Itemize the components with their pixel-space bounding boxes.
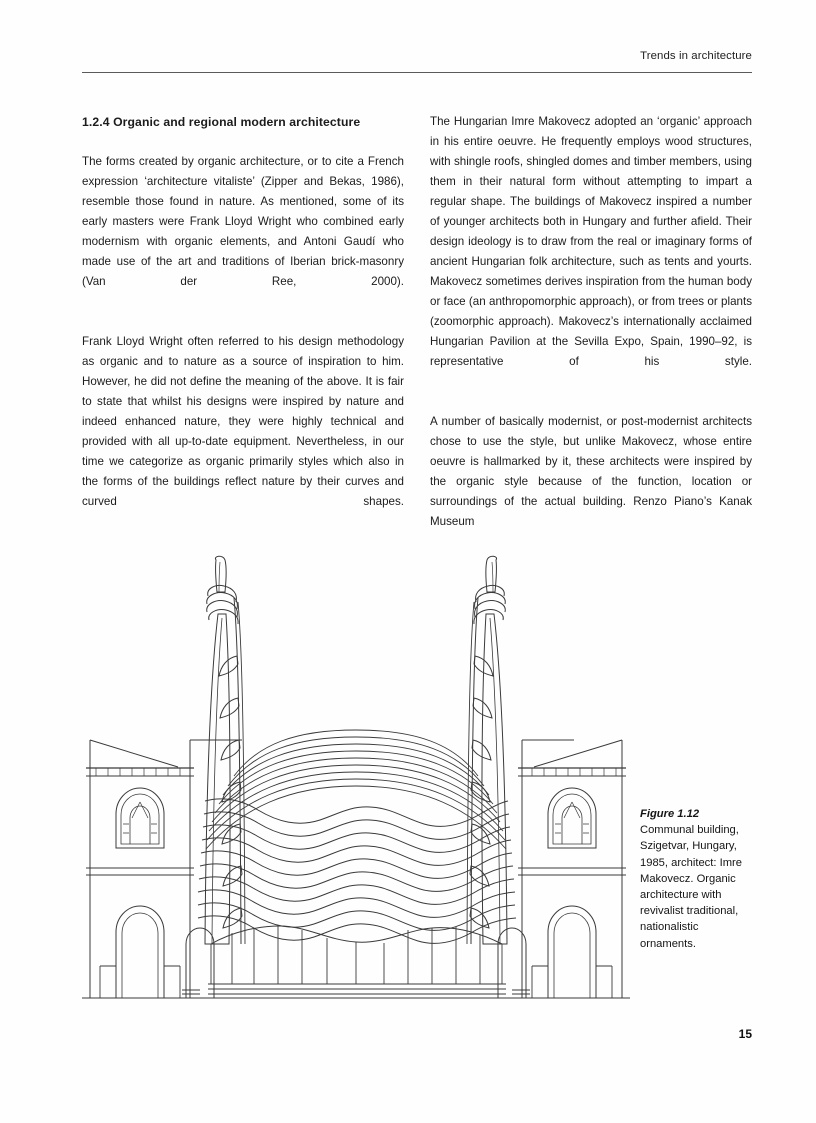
right-spire (467, 556, 507, 944)
colonnade (208, 926, 506, 998)
section-heading: 1.2.4 Organic and regional modern architecture (82, 115, 361, 129)
right-text-column (430, 112, 752, 552)
paragraph: Frank Lloyd Wright often referred to his design methodology as organic and to nature as a source of inspiration to him. However, he did not define the meaning of the above. It is fair to state that whilst his designs were inspired by nature and indeed enhanced nature, they were highly technical and provided with all up-to-date equipment. Nevertheless, in our time we categorize as organic primarily styles which also in the forms of the buildings reflect nature by their curves and curved shapes. (82, 335, 404, 508)
figure-caption-body: Communal building, Szigetvar, Hungary, 1985, architect: Imre Makovecz. Organic architecture with revivalist traditional, nationalistic ornaments. (640, 824, 742, 950)
paragraph: The forms created by organic architecture, or to cite a French expression ‘architecture vitaliste’ (Zipper and Bekas, 1986), resemble those found in nature. As mentioned, some of its early masters were Frank Lloyd Wright who combined early modernism with organic elements, and Antoni Gaudí who made use of the art and traditions of Iberian brick-masonry (Van der Ree, 2000). (82, 155, 404, 288)
left-spire (205, 556, 245, 944)
left-tower (86, 740, 194, 998)
left-text-column (82, 112, 404, 532)
figure-caption (640, 806, 752, 952)
figure-illustration (82, 552, 630, 1002)
header-rule (82, 72, 752, 73)
paragraph: The Hungarian Imre Makovecz adopted an ‘organic’ approach in his entire oeuvre. He frequently employs wood structures, with shingle roofs, shingled domes and timber members, using them in their natural form without attempting to impart a regular shape. The buildings of Makovecz inspired a number of younger architects both in Hungary and further afield. Their design ideology is to draw from the real or imaginary forms of ancient Hungarian folk architecture, such as tents and yourts. Makovecz sometimes derives inspiration from the human body or face (an anthropomorphic approach), or from trees or plants (zoomorphic approach). Makovecz’s internationally acclaimed Hungarian Pavilion at the Sevilla Expo, Spain, 1990–92, is representative of his style. (430, 115, 752, 368)
figure-caption-title: Figure 1.12 (640, 808, 700, 820)
running-head: Trends in architecture (640, 50, 752, 62)
right-tower (518, 740, 626, 998)
building-elevation-drawing (82, 552, 630, 1002)
page-number: 15 (738, 1027, 752, 1041)
paragraph: A number of basically modernist, or post-modernist architects chose to use the style, but unlike Makovecz, whose entire oeuvre is hallmarked by it, these architects were inspired by the organic style because of the function, location or surroundings of the actual building. Renzo Piano’s Kanak Museum (430, 415, 752, 528)
